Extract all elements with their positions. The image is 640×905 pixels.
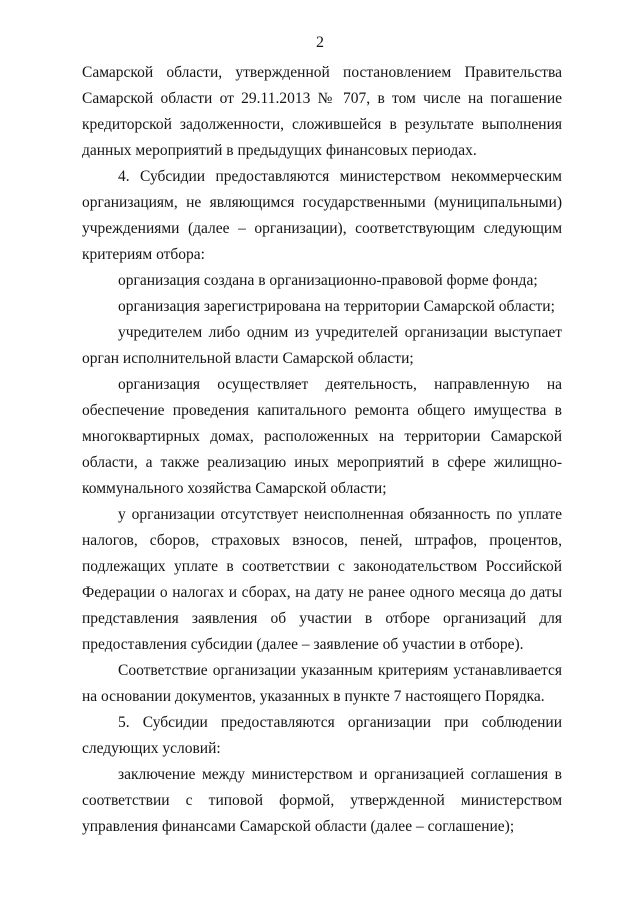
criterion-activity: организация осуществляет деятельность, направленную на обеспечение проведения капитального ремонта общего имущества в многоквартирных домах, расположенных на территории Самарской области, а также реализацию иных мероприятий в сфере жилищно-коммунального хозяйства Самарской области; [82, 376, 562, 497]
page-number: 2 [316, 34, 324, 51]
criterion-founder: учредителем либо одним из учредителей организации выступает орган исполнительной власти Самарской области; [82, 324, 562, 367]
paragraph-item-4: 4. Субсидии предоставляются министерством некоммерческим организациям, не являющимся государственными (муниципальными) учреждениями (далее – организации), соответствующим следующим критериям отбора: [82, 168, 562, 263]
criterion-no-debts: у организации отсутствует неисполненная обязанность по уплате налогов, сборов, страховых взносов, пеней, штрафов, процентов, подлежащих уплате в соответствии с законодательством Российской Федерации о налогах и сборах, на дату не ранее одного месяца до даты представления заявления об участии в отборе организаций для предоставления субсидии (далее – заявление об участии в отборе). [82, 506, 562, 653]
condition-agreement: заключение между министерством и организацией соглашения в соответствии с типовой формой, утвержденной министерством управления финансами Самарской области (далее – соглашение); [82, 766, 562, 835]
paragraph-compliance: Соответствие организации указанным критериям устанавливается на основании документов, указанных в пункте 7 настоящего Порядка. [82, 662, 562, 705]
criterion-fund-form: организация создана в организационно-правовой форме фонда; [118, 272, 538, 289]
paragraph-item-5: 5. Субсидии предоставляются организации при соблюдении следующих условий: [82, 714, 562, 757]
paragraph-continuation: Самарской области, утвержденной постановлением Правительства Самарской области от 29.11.2013 № 707, в том числе на погашение кредиторской задолженности, сложившейся в результате выполнения данных мероприятий в предыдущих финансовых периодах. [82, 64, 562, 159]
criterion-registration: организация зарегистрирована на территории Самарской области; [118, 298, 555, 315]
document-body [82, 60, 562, 840]
